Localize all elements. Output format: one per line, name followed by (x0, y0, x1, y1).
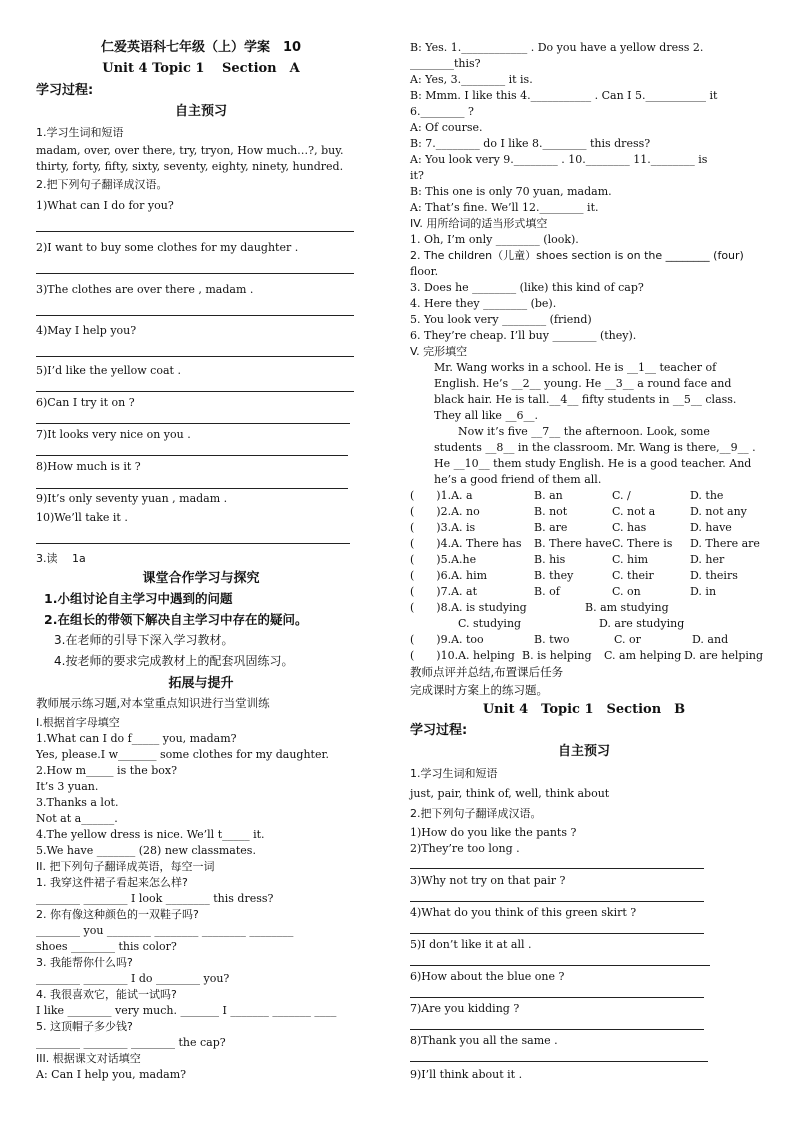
sentence-b-4: 4)What do you think of this green skirt ? (410, 906, 637, 919)
vocab-line-2: thirty, forty, fifty, sixty, seventy, eighty, ninety, hundred. (36, 160, 344, 173)
document-title: 仁爱英语科七年级（上）学案 10 (100, 40, 302, 55)
option-c: C. am helping (604, 649, 682, 662)
option-a: ( )7.A. at (410, 585, 477, 598)
exercise-4-item: 3. Does he ________ (like) this kind of cap? (410, 281, 644, 294)
passage-line: he’s a good friend of them all. (434, 473, 602, 486)
passage-line: They all like __6__. (434, 409, 538, 422)
option-c: C. has (612, 521, 647, 534)
exercise-4-heading: IV. 用所给词的适当形式填空 (410, 217, 548, 230)
option-d: D. her (690, 553, 725, 566)
sentence-8: 8)How much is it ? (36, 460, 141, 473)
answer-line (410, 997, 704, 998)
answer-line (36, 231, 354, 232)
option-c: C. him (612, 553, 649, 566)
exercise-2-prompt: 3. 我能帮你什么吗? (36, 956, 133, 969)
cooperation-heading: 课堂合作学习与探究 (142, 571, 260, 586)
passage-line: black hair. He is tall.__4__ fifty students in __5__ class. (434, 393, 737, 406)
sentence-b-7: 7)Are you kidding ? (410, 1002, 520, 1015)
option-b: B. is helping (522, 649, 592, 662)
option-b: B. an (534, 489, 563, 502)
exercise-1-item: 5.We have _______ (28) new classmates. (36, 844, 256, 857)
answer-line (410, 1029, 704, 1030)
process-heading-b: 学习过程: (410, 723, 468, 738)
translate-heading-b: 2.把下列句子翻译成汉语。 (410, 807, 542, 820)
sentence-b-3: 3)Why not try on that pair ? (410, 874, 566, 887)
preview-heading: 自主预习 (174, 104, 227, 119)
sentence-6: 6)Can I try it on ? (36, 396, 135, 409)
dialogue-line: A: Of course. (410, 121, 483, 134)
dialogue-line: B: Mmm. I like this 4.___________ . Can I 5.___________ it (410, 89, 718, 102)
exercise-2-heading: II. 把下列句子翻译成英语，每空一词 (36, 860, 215, 873)
passage-line: students __8__ in the classroom. Mr. Wang is there,__9__ . (434, 441, 756, 454)
exercise-1-item: 1.What can I do f_____ you, madam? (36, 732, 237, 745)
option-a: ( )2.A. no (410, 505, 480, 518)
option-a: ( )4.A. There has (410, 537, 522, 550)
exercise-2-blank: shoes ________ this color? (36, 940, 177, 953)
option-d: D. theirs (690, 569, 738, 582)
vocab-line-1: madam, over, over there, try, tryon, How much…?, buy. (36, 144, 344, 157)
option-d: D. There are (690, 537, 760, 550)
exercise-4-item: 1. Oh, I’m only ________ (look). (410, 233, 579, 246)
answer-line (36, 356, 354, 357)
answer-line (36, 273, 354, 274)
option-c: C. studying (458, 617, 522, 630)
exercise-1-item: Not at a______. (36, 812, 118, 825)
answer-line (36, 543, 350, 544)
exercise-1-item: 3.Thanks a lot. (36, 796, 119, 809)
exercise-2-blank: I like ________ very much. _______ I _______ _______ ____ (36, 1004, 337, 1017)
answer-line (36, 391, 354, 392)
option-d: D. are helping (684, 649, 764, 662)
answer-line (36, 488, 348, 489)
sentence-4: 4)May I help you? (36, 324, 137, 337)
passage-line: English. He’s __2__ young. He __3__ a round face and (434, 377, 732, 390)
exercise-3-heading: III. 根据课文对话填空 (36, 1052, 141, 1065)
sentence-7: 7)It looks very nice on you . (36, 428, 191, 441)
option-d: D. have (690, 521, 732, 534)
option-b: B. of (534, 585, 560, 598)
section-b-title: Unit 4 Topic 1 Section B (482, 702, 686, 717)
vocab-line-b: just, pair, think of, well, think about (410, 787, 610, 800)
answer-line (36, 423, 350, 424)
dialogue-line: it? (410, 169, 424, 182)
exercise-2-prompt: 4. 我很喜欢它，能试一试吗? (36, 988, 177, 1001)
answer-line (36, 455, 348, 456)
sentence-5: 5)I’d like the yellow coat . (36, 364, 181, 377)
coop-item-2: 2.在组长的带领下解决自主学习中存在的疑问。 (44, 612, 308, 627)
exercise-2-blank: ________ ________ I do ________ you? (36, 972, 230, 985)
option-c: C. not a (612, 505, 656, 518)
extension-heading: 拓展与提升 (168, 676, 234, 691)
exercise-4-item: 4. Here they ________ (be). (410, 297, 557, 310)
option-d: D. the (690, 489, 724, 502)
option-a: ( )10.A. helping (410, 649, 515, 662)
sentence-1: 1)What can I do for you? (36, 199, 174, 212)
passage-line: Mr. Wang works in a school. He is __1__ teacher of (434, 361, 717, 374)
option-b: B. am studying (585, 601, 669, 614)
exercise-5-heading: V. 完形填空 (410, 345, 468, 358)
exercise-2-blank: ________ ________ I look ________ this dress? (36, 892, 274, 905)
option-d: D. are studying (599, 617, 685, 630)
option-a: ( )8.A. is studying (410, 601, 527, 614)
sentence-2: 2)I want to buy some clothes for my daughter . (36, 241, 299, 254)
preview-heading-b: 自主预习 (557, 744, 610, 759)
sentence-b-6: 6)How about the blue one ? (410, 970, 565, 983)
option-b: B. two (534, 633, 570, 646)
exercise-1-item: It’s 3 yuan. (36, 780, 99, 793)
exercise-3-line: A: Can I help you, madam? (36, 1068, 187, 1081)
summary-line: 完成课时方案上的练习题。 (410, 683, 548, 697)
option-b: B. his (534, 553, 566, 566)
option-a: ( )9.A. too (410, 633, 484, 646)
answer-line (410, 1061, 708, 1062)
exercise-2-prompt: 2. 你有像这种颜色的一双鞋子吗? (36, 908, 199, 921)
answer-line (410, 901, 704, 902)
passage-line: Now it’s five __7__ the afternoon. Look, some (458, 425, 710, 438)
sentence-b-9: 9)I’ll think about it . (410, 1068, 523, 1081)
option-a: ( )1.A. a (410, 489, 473, 502)
sentence-9: 9)It’s only seventy yuan , madam . (36, 492, 228, 505)
exercise-4-item: floor. (410, 265, 439, 278)
passage-line: He __10__ them study English. He is a good teacher. And (434, 457, 752, 470)
exercise-1-heading: I.根据首字母填空 (36, 716, 120, 729)
option-c: C. or (614, 633, 641, 646)
exercise-1-item: 4.The yellow dress is nice. We’ll t_____ it. (36, 828, 265, 841)
document-subtitle: Unit 4 Topic 1 Section A (102, 61, 300, 76)
dialogue-line: 6.________ ? (410, 105, 474, 118)
coop-item-3: 3.在老师的引导下深入学习教材。 (54, 633, 234, 647)
exercise-2-prompt: 1. 我穿这件裙子看起来怎么样? (36, 876, 188, 889)
dialogue-line: A: That’s fine. We’ll 12.________ it. (410, 201, 599, 214)
dialogue-line: ________this? (410, 57, 481, 70)
extension-intro: 教师展示练习题,对本堂重点知识进行当堂训练 (36, 696, 270, 710)
option-b: B. There have (534, 537, 612, 550)
option-c: C. on (612, 585, 641, 598)
exercise-1-item: Yes, please.I w_______ some clothes for my daughter. (36, 748, 330, 761)
dialogue-line: B: Yes. 1.____________ . Do you have a yellow dress 2. (410, 41, 704, 54)
dialogue-line: B: This one is only 70 yuan, madam. (410, 185, 612, 198)
dialogue-line: A: Yes, 3.________ it is. (410, 73, 533, 86)
sentence-3: 3)The clothes are over there , madam . (36, 283, 254, 296)
answer-line (410, 933, 704, 934)
exercise-4-item: 6. They’re cheap. I’ll buy ________ (they). (410, 329, 637, 342)
sentence-b-1: 1)How do you like the pants ? (410, 826, 577, 839)
option-c: C. their (612, 569, 654, 582)
coop-item-4: 4.按老师的要求完成教材上的配套巩固练习。 (54, 654, 294, 668)
option-b: B. are (534, 521, 568, 534)
exercise-4-item: 2. The children（儿童）shoes section is on the ________ (four) (410, 249, 744, 262)
option-b: B. not (534, 505, 568, 518)
sentence-b-2: 2)They’re too long . (410, 842, 520, 855)
dialogue-line: B: 7.________ do I like 8.________ this dress? (410, 137, 651, 150)
option-c: C. / (612, 489, 631, 502)
coop-item-1: 1.小组讨论自主学习中遇到的问题 (44, 591, 233, 606)
sentence-b-5: 5)I don’t like it at all . (410, 938, 532, 951)
answer-line (410, 868, 704, 869)
summary-line: 教师点评并总结,布置课后任务 (410, 665, 564, 679)
dialogue-line: A: You look very 9.________ . 10.________ 11.________ is (410, 153, 708, 166)
exercise-4-item: 5. You look very ________ (friend) (410, 313, 592, 326)
option-d: D. in (690, 585, 717, 598)
option-a: ( )5.A.he (410, 553, 477, 566)
option-d: D. and (692, 633, 729, 646)
answer-line (36, 315, 354, 316)
exercise-2-blank: ________ you ________ ________ ________ ________ (36, 924, 294, 937)
exercise-1-item: 2.How m_____ is the box? (36, 764, 177, 777)
vocab-heading-b: 1.学习生词和短语 (410, 767, 498, 780)
translate-heading: 2.把下列句子翻译成汉语。 (36, 178, 168, 191)
option-c: C. There is (612, 537, 673, 550)
option-d: D. not any (690, 505, 747, 518)
option-b: B. they (534, 569, 574, 582)
process-heading: 学习过程: (36, 83, 94, 98)
sentence-10: 10)We’ll take it . (36, 511, 128, 524)
answer-line (410, 965, 710, 966)
option-a: ( )6.A. him (410, 569, 488, 582)
option-a: ( )3.A. is (410, 521, 476, 534)
exercise-2-blank: ________ ________ ________ the cap? (36, 1036, 226, 1049)
sentence-b-8: 8)Thank you all the same . (410, 1034, 558, 1047)
exercise-2-prompt: 5. 这顶帽子多少钱? (36, 1020, 133, 1033)
vocab-heading: 1.学习生词和短语 (36, 126, 124, 139)
read-instruction: 3.读 1a (36, 552, 86, 565)
